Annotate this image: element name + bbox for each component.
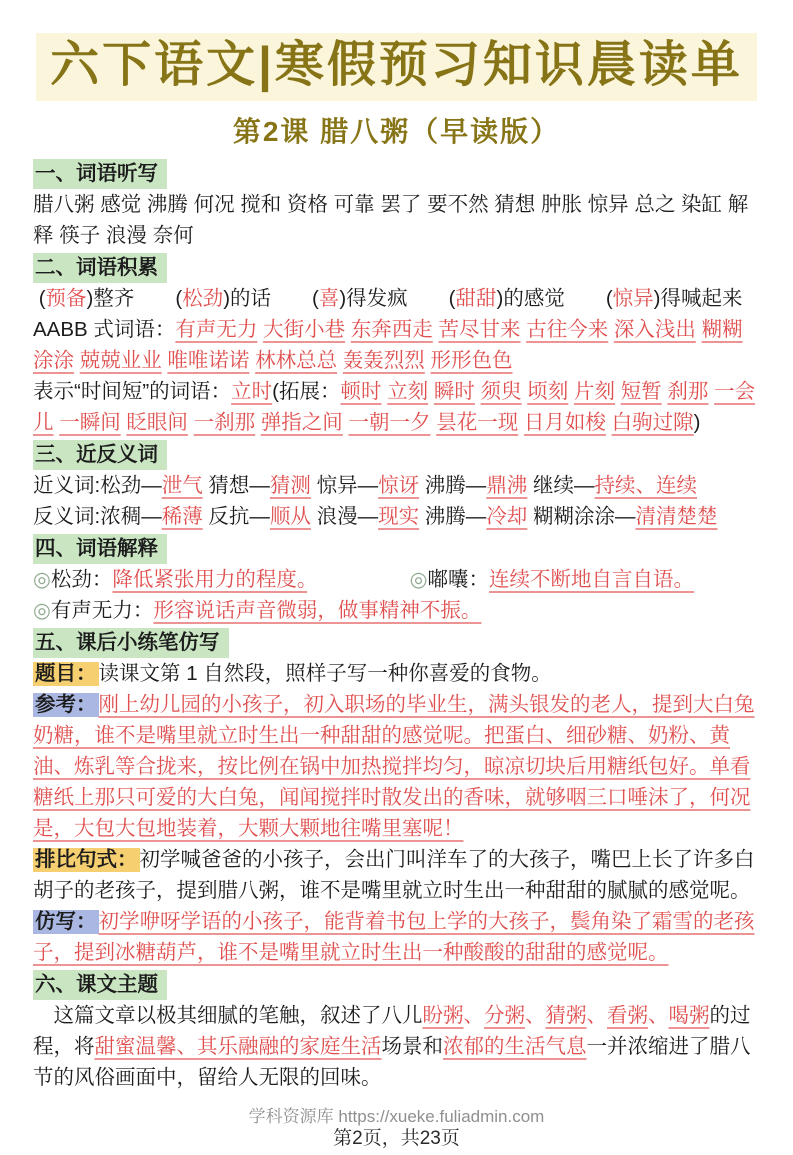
red-underline-text: 惊讶: [378, 473, 420, 497]
text-segment: 反抗—: [202, 504, 270, 528]
yellow-highlight-label: 排比句式：: [35, 847, 138, 871]
text-segment: 腊八粥 感觉 沸腾 何况 搅和 资格 可靠 罢了 要不然 猜想 肿胀 惊异 总之 染缸 解释 筷子 浪漫 奈何: [33, 192, 749, 247]
text-segment: 反义词:浓稠—: [33, 504, 162, 528]
red-underline-word: 东奔西走: [350, 317, 433, 341]
text-segment: ): [693, 410, 701, 434]
text-segment: AABB 式词语：: [33, 317, 176, 341]
red-text: 、: [463, 1003, 484, 1027]
lesson-subtitle: 第2课 腊八粥（早读版）: [232, 115, 561, 147]
red-underline-word: 林林总总: [255, 348, 338, 372]
paragraph: [33, 501, 760, 532]
red-underline-text: 形容说话声音微弱，做事精神不振。: [153, 598, 482, 622]
red-underline-word: 立刻: [387, 379, 429, 403]
red-underline-text: 现实: [378, 504, 420, 528]
blue-highlight-label: 参考：: [35, 692, 97, 716]
text-segment: 沸腾—: [419, 473, 487, 497]
paragraph: [33, 376, 760, 438]
red-text: 松劲: [182, 286, 224, 310]
red-underline-text: 喝粥: [668, 1003, 710, 1027]
paragraph: [33, 689, 760, 844]
section-heading-row: [33, 533, 760, 564]
section-heading: 二、词语积累: [33, 253, 167, 283]
red-underline-text: 分粥: [484, 1003, 525, 1027]
red-underline-text: 稀薄: [161, 504, 203, 528]
yellow-highlight-label: 题目：: [35, 661, 97, 685]
paragraph: [33, 189, 760, 251]
worksheet-page: [0, 33, 793, 1155]
section-heading-row: [33, 252, 760, 283]
red-underline-word: 一瞬间: [59, 410, 121, 434]
red-underline-word: 弹指之间: [260, 410, 343, 434]
red-underline-word: 一朝一夕: [348, 410, 431, 434]
page-number: 第2页，共23页: [333, 1128, 460, 1149]
red-underline-text: 刚上幼儿园的小孩子，初入职场的毕业生，满头银发的老人，提到大白兔奶糖，谁不是嘴里就立时生出一种甜甜的感觉呢。把蛋白、细砂糖、奶粉、黄油、炼乳等合拢来，按比例在锅中加热搅拌均匀，晾凉切块后用糖纸包好。单看糖纸上那只可爱的大白兔，闻闻搅拌时散发出的香味，就够咽三口唾沫了，何况是，大包大包地装着，大颗大颗地往嘴里塞呢！: [33, 692, 755, 840]
text-segment: )的感觉 (: [496, 286, 613, 310]
red-underline-word: 唯唯诺诺: [167, 348, 250, 372]
red-underline-word: 大街小巷: [263, 317, 346, 341]
section-heading-row: [33, 969, 760, 1000]
paragraph: [33, 1000, 760, 1093]
red-underline-word: 苦尽甘来: [438, 317, 521, 341]
text-segment: 继续—: [527, 473, 595, 497]
worksheet-content: [33, 158, 760, 1093]
page-title: 六下语文|寒假预习知识晨读单: [50, 38, 743, 92]
red-text: 喜: [318, 286, 340, 310]
circle-bullet-icon: ◎: [33, 598, 51, 622]
red-underline-text: 猜粥: [545, 1003, 587, 1027]
text-segment: 近义词:松劲—: [33, 473, 162, 497]
red-text: 惊异: [612, 286, 654, 310]
red-underline-word: 短暂: [620, 379, 662, 403]
section-heading: 一、词语听写: [33, 159, 167, 189]
red-underline-word: 形形色色: [430, 348, 513, 372]
red-underline-word: 有声无力: [175, 317, 258, 341]
paragraph: [33, 470, 760, 501]
red-underline-word: 白驹过隙: [611, 410, 694, 434]
red-underline-text: 浓郁的生活气息: [443, 1034, 587, 1058]
section-heading: 五、课后小练笔仿写: [33, 628, 229, 658]
text-segment: )得喊起来: [653, 286, 743, 310]
text-segment: 猜想—: [202, 473, 270, 497]
red-underline-word: 昙花一现: [436, 410, 519, 434]
text-segment: 表示“时间短”的词语：: [33, 379, 232, 403]
text-segment: 有声无力：: [50, 598, 154, 622]
section-heading-row: [33, 158, 760, 189]
red-underline-word: 深入浅出: [613, 317, 696, 341]
red-underline-word: 轰轰烈烈: [342, 348, 425, 372]
red-underline-word: 糊糊涂涂: [33, 317, 743, 372]
red-underline-text: 鼎沸: [486, 473, 528, 497]
red-underline-word: 古往今来: [526, 317, 609, 341]
red-text: 、: [648, 1003, 669, 1027]
blue-highlight-label: 仿写：: [35, 909, 97, 933]
red-underline-word: 一会儿: [33, 379, 756, 434]
red-underline-text: 泄气: [161, 473, 203, 497]
section-heading: 三、近反义词: [33, 440, 167, 470]
red-underline-text: 连续不断地自言自语。: [489, 567, 695, 591]
text-segment: 场景和: [381, 1034, 443, 1058]
red-underline-word: 片刻: [574, 379, 615, 403]
text-segment: (: [33, 286, 46, 310]
circle-bullet-icon: ◎: [33, 567, 51, 591]
red-underline-word: 日月如梭: [523, 410, 606, 434]
text-segment: [307, 568, 410, 591]
red-text: 预备: [45, 286, 87, 310]
red-underline-text: 冷却: [486, 504, 528, 528]
red-underline-word: 顷刻: [527, 379, 569, 403]
paragraph: [33, 283, 760, 314]
text-segment: )整齐 (: [86, 286, 183, 310]
red-underline-text: 甜蜜温馨、其乐融融的家庭生活: [94, 1034, 382, 1058]
red-text: 、: [525, 1003, 546, 1027]
red-underline-text: 持续、连续: [594, 473, 698, 497]
text-segment: 糊糊涂涂—: [527, 504, 636, 528]
paragraph: [33, 314, 760, 376]
circle-bullet-icon: ◎: [409, 567, 428, 591]
section-heading: 四、词语解释: [33, 534, 167, 564]
red-underline-word: 兢兢业业: [79, 348, 162, 372]
text-segment: )的话 (: [223, 286, 319, 310]
paragraph: [33, 844, 760, 906]
red-underline-word: 须臾: [480, 379, 522, 403]
paragraph: [33, 906, 760, 968]
section-heading: 六、课文主题: [33, 970, 167, 1000]
red-underline-text: 看粥: [607, 1003, 648, 1027]
red-underline-text: 猜测: [269, 473, 311, 497]
text-segment: 嘟囔：: [427, 567, 490, 591]
red-underline-word: 顿时: [340, 379, 382, 403]
text-segment: 初学喊爸爸的小孩子，会出门叫洋车了的大孩子，嘴巴上长了许多白胡子的老孩子，提到腊八粥，谁不是嘴里就立时生出一种甜甜的腻腻的感觉呢。: [33, 847, 755, 902]
red-underline-word: 瞬时: [433, 379, 475, 403]
paragraph: [33, 595, 760, 626]
watermark-text: 学科资源库 https://xueke.fuliadmin.com: [248, 1107, 545, 1126]
text-segment: )得发疯 (: [339, 286, 456, 310]
section-heading-row: [33, 439, 760, 470]
text-segment: 一并浓缩进了腊八节的风俗画面中，留给人无限的回味。: [33, 1034, 751, 1089]
paragraph: [33, 658, 760, 689]
text-segment: 浪漫—: [310, 504, 379, 528]
footer: [0, 1107, 793, 1151]
text-segment: 松劲：: [50, 567, 113, 591]
red-underline-word: 眨眼间: [126, 410, 188, 434]
red-text: 甜甜: [455, 286, 497, 310]
text-segment: 读课文第 1 自然段，照样子写一种你喜爱的食物。: [98, 661, 552, 685]
text-segment: 沸腾—: [419, 504, 487, 528]
red-text: 、: [586, 1003, 607, 1027]
section-heading-row: [33, 627, 760, 658]
paragraph: [33, 564, 760, 595]
red-underline-text: 顺从: [269, 504, 311, 528]
text-segment: 惊异—: [310, 473, 379, 497]
red-underline-text: 初学咿呀学语的小孩子，能背着书包上学的大孩子，鬓角染了霜雪的老孩子，提到冰糖葫芦，谁不是嘴里就立时生出一种酸酸的甜甜的感觉呢。: [33, 909, 755, 964]
red-underline-text: 降低紧张用力的程度。: [112, 567, 308, 591]
red-underline-text: 盼粥: [422, 1003, 464, 1027]
red-underline-text: 清清楚楚: [635, 504, 718, 528]
text-segment: (拓展：: [272, 379, 341, 403]
title-band: [36, 33, 757, 101]
red-underline-word: 一刹那: [193, 410, 256, 434]
red-underline-text: 立时: [231, 379, 273, 403]
text-segment: 的过程，将: [33, 1003, 751, 1058]
red-underline-word: 刹那: [667, 379, 709, 403]
text-segment: 这篇文章以极其细腻的笔触，叙述了八儿: [33, 1003, 423, 1027]
